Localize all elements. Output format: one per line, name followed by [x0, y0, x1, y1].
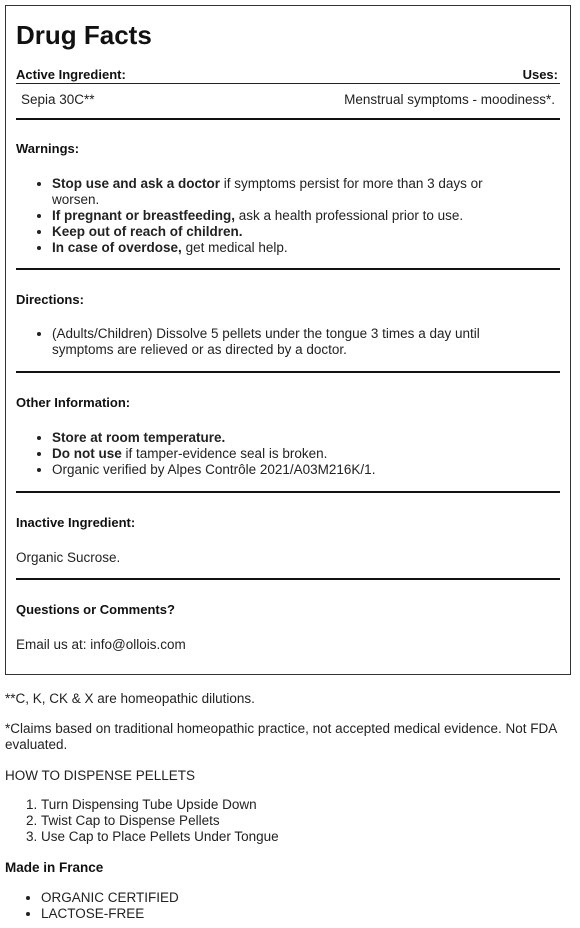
- list-item: 1. Turn Dispensing Tube Upside Down: [41, 797, 570, 813]
- dilutions-note: **C, K, CK & X are homeopathic dilutions.: [5, 691, 255, 706]
- inactive-ingredient: Organic Sucrose.: [16, 550, 121, 565]
- divider: [16, 578, 560, 580]
- list-item: 3. Use Cap to Place Pellets Under Tongue: [41, 829, 570, 845]
- list-item: • Store at room temperature.: [52, 430, 530, 446]
- active-ingredient: Sepia 30C**: [21, 92, 95, 107]
- other-information-header: Other Information:: [16, 395, 131, 410]
- list-item: • LACTOSE-FREE: [41, 906, 570, 922]
- inactive-ingredient-header: Inactive Ingredient:: [16, 515, 136, 530]
- list-item: • Keep out of reach of children.: [52, 224, 530, 240]
- questions-header: Questions or Comments?: [16, 602, 175, 617]
- other-information-list: [16, 430, 530, 478]
- made-in: Made in France: [5, 860, 104, 875]
- list-item: • In case of overdose, get medical help.: [52, 240, 530, 256]
- list-item: • ORGANIC CERTIFIED: [41, 890, 570, 906]
- list-item: • Do not use if tamper-evidence seal is broken.: [52, 446, 530, 462]
- list-item: • (Adults/Children) Dissolve 5 pellets under the tongue 3 times a day until symptoms are relieved or as directed by a doctor.: [52, 326, 530, 358]
- directions-list: [16, 326, 530, 358]
- warnings-list: [16, 176, 530, 256]
- drug-facts-title: Drug Facts: [16, 20, 152, 50]
- dispense-title: HOW TO DISPENSE PELLETS: [5, 768, 196, 783]
- divider: [16, 371, 560, 373]
- directions-header: Directions:: [16, 292, 84, 307]
- badges-list: [5, 890, 570, 922]
- list-item: • If pregnant or breastfeeding, ask a health professional prior to use.: [52, 208, 530, 224]
- drug-facts-panel: [5, 5, 571, 675]
- uses-header: Uses:: [522, 67, 558, 82]
- list-item: • Stop use and ask a doctor if symptoms persist for more than 3 days or worsen.: [52, 176, 530, 208]
- divider: [16, 118, 560, 120]
- divider: [16, 83, 560, 84]
- divider: [16, 491, 560, 493]
- list-item: 2. Twist Cap to Dispense Pellets: [41, 813, 570, 829]
- warnings-header: Warnings:: [16, 141, 80, 156]
- active-ingredient-header: Active Ingredient:: [16, 67, 126, 82]
- active-uses-header: [16, 67, 560, 82]
- divider: [16, 268, 560, 270]
- list-item: • Organic verified by Alpes Contrôle 2021/A03M216K/1.: [52, 462, 530, 478]
- use-text: Menstrual symptoms - moodiness*.: [344, 92, 555, 107]
- contact-email: Email us at: info@ollois.com: [16, 637, 186, 652]
- dispense-steps: [5, 797, 570, 845]
- claims-note: *Claims based on traditional homeopathic practice, not accepted medical evidence. Not FDA evaluated.: [5, 721, 557, 752]
